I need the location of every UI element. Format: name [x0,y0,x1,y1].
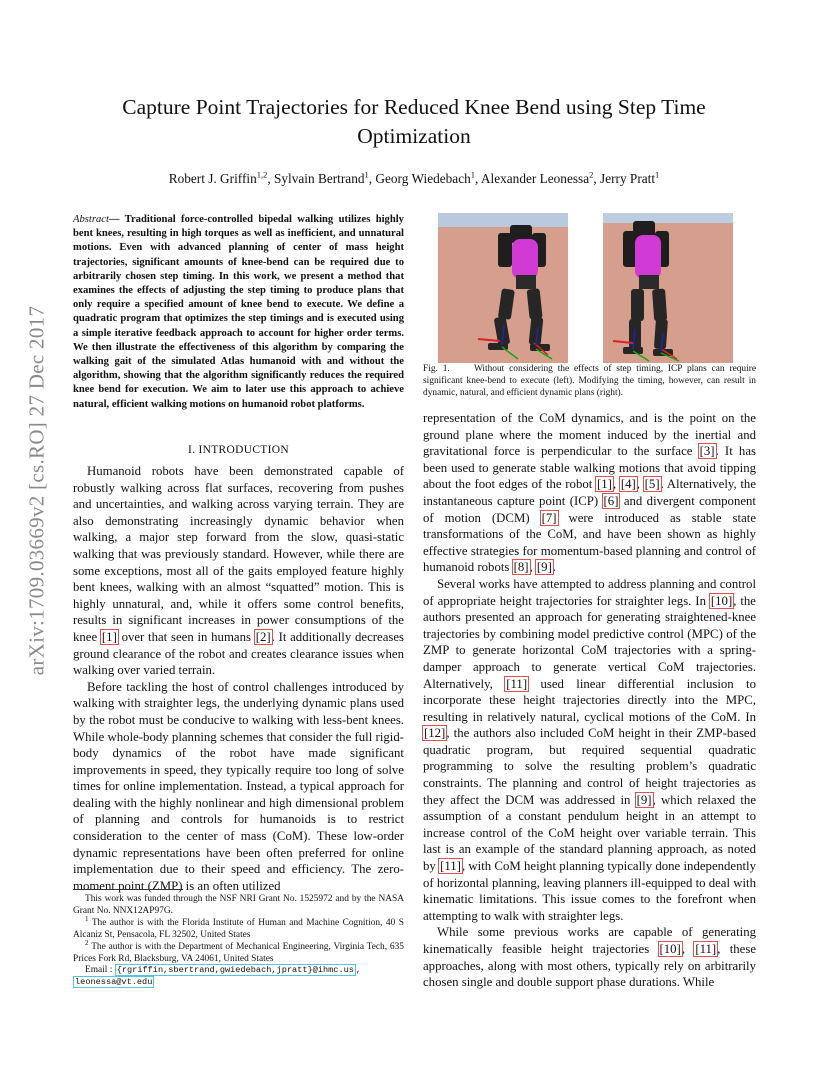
author-name: Jerry Pratt [600,171,656,186]
funding-note: This work was funded through the NSF NRI Grant No. 1525972 and by the NASA Grant No. NNX12AP97G. [73,894,404,916]
text-run: . It additionally decreases ground clearance of the robot and creates clearance issues when walking over varied terrain. [73,629,405,678]
text-run: used linear differential inclusion to incorporate these height trajectories directly into the MPC, resulting in relatively natural, cyclical motions of the CoM. In [423,676,756,724]
text-run: Humanoid robots have been demonstrated capable of robustly walking across flat surfaces, recovering from pushes and uncertainties, and walking across varying terrain. They are also demonstrating increasingly dynamic behavior when walking, a major step forward from the slow, quasi-static walking that was previously standard. However, while there are some exceptions, most all of the gaits employed feature highly bent knees, walking with an almost “squatted” motion. This is highly unnatural, and, while it offers some control benefits, results in significant increases in power consumptions of the knee [73,464,404,644]
text-run: over that seen in humans [117,629,255,644]
author-affiliation: 1 [470,169,475,180]
text-run: , [681,942,695,956]
text-run: , [636,477,644,492]
text-run: representation of the CoM dynamics, and is the point on the ground plane where the moment induced by the inertial and gravitational force is perpendicular to the surface [423,411,756,459]
affiliation-note [73,938,404,966]
paragraph [423,410,756,576]
figure-label: Fig. 1. [423,364,450,374]
citation-link[interactable]: [11] [506,676,528,691]
citation-link[interactable]: [7] [541,510,557,525]
citation-link[interactable]: [10] [659,942,681,956]
paragraph [73,463,404,679]
abstract-label: Abstract [73,214,109,225]
affiliation-note-text: The author is with the Florida Institute of Human and Machine Cognition, 40 S Alcaniz St, Pensacola, FL 32502, United States [73,917,404,940]
figure-caption [423,363,756,399]
paragraph [423,576,756,924]
affiliation-note-text: The author is with the Department of Mechanical Engineering, Virginia Tech, 635 Prices Fork Rd, Blacksburg, VA 24061, United States [73,941,404,964]
text-run: , the authors presented an approach for generating straightened-knee trajectories by combining model predictive control (MPC) of the ZMP to generate horizontal CoM trajectories with a spring-damper approach to generate vertical CoM trajectories. Alternatively, [423,593,756,691]
footnote-mark: 1 [85,914,89,923]
citation-link[interactable]: [11] [440,859,461,874]
arxiv-identifier [6,280,68,700]
author-name: Sylvain Bertrand [274,171,365,186]
citation-link[interactable]: [1] [597,477,612,492]
right-column [423,410,756,991]
citation-link[interactable]: [9] [536,560,552,575]
affiliation-note [73,914,404,942]
text-run: and divergent component of motion (DCM) [423,493,756,525]
text-run: Several works have attempted to address planning and control of appropriate height trajectories for straighter legs. In [423,576,756,608]
arxiv-identifier-text: arXiv:1709.03669v2 [cs.RO] 27 Dec 2017 [24,305,49,675]
abstract: Abstract— Traditional force-controlled bipedal walking utilizes highly bent knees, resulting in high torques as well as inefficient, and unnatural motions. Even with advanced planning of center of mass height trajectories, significant amounts of knee-bend can be required due to arbitrarily chosen step timing. In this work, we present a method that examines the effects of adjusting the step timing to produce plans that only require a specified amount of knee bend to execute. We define a quadratic program that optimizes the step timings and is executed using a simple iterative feedback approach to account for higher order terms. We then illustrate the effectiveness of this algorithm by comparing the walking gait of the simulated Atlas humanoid with and without the algorithm, showing that the algorithm significantly reduces the required knee bend for execution. We aim to later use this approach to achieve natural, efficient walking motions on humanoid robot platforms. [73,214,404,410]
text-run: were introduced as stable state transformations of the CoM, and have been shown as highly effective strategies for momentum-based planning and control of humanoid robots [423,510,756,575]
email-note [73,977,404,989]
paragraph: Before tackling the host of control challenges introduced by walking with straighter legs, the underlying dynamic plans used by the robot must be conducive to walking with less-bent knees. While whole-body planning schemes that consider the full rigid-body dynamics of the robot have made significant improvements in speed, they typically require too long of solve times for online implementation. Instead, a typical approach for dealing with the highly nonlinear and high dimensional problem of planning and controls for humanoids is to restrict consideration to the center of mass (CoM). These low-order dynamic representations have been often preferred for online implementation due to their speed and efficiency. The zero-moment point (ZMP) is an often utilized [73,679,404,893]
paper-title: Capture Point Trajectories for Reduced Knee Bend using Step Time Optimization [122,95,706,148]
citation-link[interactable]: [10] [710,593,733,608]
author-affiliation: 1 [655,169,660,180]
text-run: . It has been used to generate stable walking motions that avoid tipping about the foot edges of the robot [423,444,756,492]
author-affiliation: 1,2 [256,169,268,180]
citation-link[interactable]: [6] [603,493,619,508]
author-list: Robert J. Griffin$^{1,2}$, Sylvain Bertrand$^1$, Georg Wiedebach$^1$, Alexander Leonessa$^2$, Jerry Pratt$^1$ [168,169,660,186]
text-run: , these approaches, along with most others, typically rely on arbitrarily chosen single and double support phase durations. While [423,942,757,990]
paragraph [423,924,756,990]
citation-link[interactable]: [4] [620,477,636,492]
email-joiner: , [355,965,362,976]
citation-link[interactable]: [12] [424,726,446,741]
robot-render-left [438,213,568,363]
left-column [73,463,404,894]
citation-link[interactable]: [2] [255,629,271,644]
text-run: , [529,560,536,575]
author-name: Georg Wiedebach [375,171,471,186]
footnote-mark: 2 [85,938,89,947]
citation-link[interactable]: [5] [644,477,660,492]
citation-link[interactable]: [9] [636,792,652,807]
footnotes [73,894,404,989]
email-link[interactable]: {rgriffin,sbertrand,gwiedebach,jpratt}@ihmc.us [116,965,354,976]
footnote-rule [73,889,183,890]
text-run: . Alternatively, the instantaneous capture point (ICP) [423,477,756,508]
citation-link[interactable]: [11] [695,942,717,956]
text-run: While some previous works are capable of generating kinematically feasible height trajectories [423,925,756,956]
figure-image-right [603,213,733,363]
text-run: , which relaxed the assumption of a constant pendulum height in an attempt to increase control of the CoM height over variable terrain. This last is an example of the standard planning approach, as noted by [423,792,756,874]
citation-link[interactable]: [8] [513,560,529,575]
text-run: . [552,560,557,575]
text-run: , with CoM height planning typically done independently of horizontal planning, leaving planners ill-equipped to deal with kinematic limitations. This issue comes to the forefront when attempting to walk with straighter legs. [423,859,757,923]
email-link[interactable]: leonessa@vt.edu [75,977,153,988]
figure-caption-text: Without considering the effects of step timing, ICP plans can require significant knee-bend to execute (left). Modifying the timing, however, can result in dynamic, natural, and efficient dynamic plans (right). [423,364,756,399]
author-affiliation: 1 [364,169,369,180]
author-affiliation: 2 [589,169,594,180]
abstract-text: Traditional force-controlled bipedal walking utilizes highly bent knees, resulting in high torques as well as inefficient, and unnatural motions. Even with advanced planning of center of mass height trajectories, significant amounts of knee-bend can be required due to arbitrarily chosen step timing. In this work, we present a method that examines the effects of adjusting the step timing to produce plans that only require a specified amount of knee bend to execute. We define a quadratic program that optimizes the step timings and is executed using a simple iterative feedback approach to account for higher order terms. We then illustrate the effectiveness of this algorithm by comparing the walking gait of the simulated Atlas humanoid with and without the algorithm, showing that the algorithm significantly reduces the required knee bend for execution. We aim to later use this approach to achieve natural, efficient walking motions on humanoid robot platforms. [73,214,404,410]
section-heading: I. INTRODUCTION [188,444,289,456]
author-name: Robert J. Griffin [168,171,257,186]
text-run: , the authors also included CoM height in their ZMP-based quadratic program, but required sequential quadratic programming to solve the resulting problem’s quadratic constraints. The planning and control of height trajectories as they affect the DCM was addressed in [423,726,756,807]
text-run: , [612,477,620,492]
citation-link[interactable]: [3] [699,444,715,459]
figure-image-left [438,213,568,363]
email-separator: : [109,965,113,976]
email-label: Email [85,965,108,976]
robot-render-right [603,213,733,363]
author-name: Alexander Leonessa [480,171,590,186]
citation-link[interactable]: [1] [101,629,117,644]
